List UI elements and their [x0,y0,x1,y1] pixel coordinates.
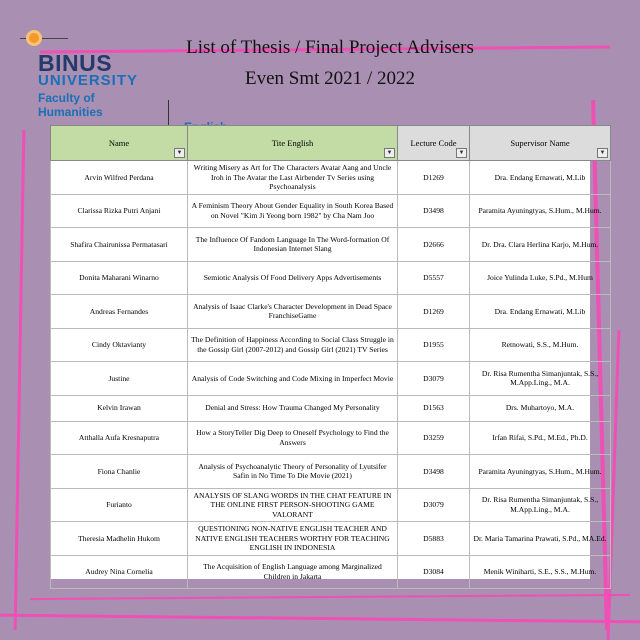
cell-lecture-code: D1955 [398,328,470,362]
cell-student-name: Clarissa Rizka Putri Anjani [51,194,188,228]
cell-lecture-code: D3084 [398,555,470,589]
table-row [51,295,611,329]
cell-lecture-code: D5883 [398,522,470,556]
cell-supervisor-name: Menik Winiharti, S.E., S.S., M.Hum. [470,555,611,589]
logo-faculty-line2: Humanities [38,105,103,119]
filter-dropdown-icon[interactable]: ▼ [384,148,395,158]
header-label: Tite English [271,138,314,148]
cell-supervisor-name: Dr. Dra. Clara Herlina Karjo, M.Hum. [470,228,611,262]
cell-supervisor-name: Irfan Rifai, S.Pd., M.Ed., Ph.D. [470,421,611,455]
cell-supervisor-name: Drs. Muhartoyo, M.A. [470,395,611,421]
cell-student-name: Audrey Nina Cornelia [51,555,188,589]
cell-student-name: Shafira Chairunissa Permatasari [51,228,188,262]
header-lecture-code [398,126,470,161]
page-subtitle: Even Smt 2021 / 2022 [245,68,415,89]
cell-thesis-title: The Influence Of Fandom Language In The Word-formation Of Indonesian Internet Slang [188,228,398,262]
cell-thesis-title: Analysis of Code Switching and Code Mixing in Imperfect Movie [188,362,398,396]
cell-lecture-code: D3079 [398,488,470,522]
advisers-sheet [50,125,607,581]
cell-lecture-code: D1269 [398,161,470,195]
cell-lecture-code: D3259 [398,421,470,455]
table-row [51,228,611,262]
logo-brand: BINUS [38,50,113,76]
table-row [51,555,611,589]
table-row [51,488,611,522]
filter-dropdown-icon[interactable]: ▼ [174,148,185,158]
filter-dropdown-icon[interactable]: ▼ [456,148,467,158]
cell-student-name: Justine [51,362,188,396]
cell-student-name: Cindy Oktavianty [51,328,188,362]
cell-thesis-title: ANALYSIS OF SLANG WORDS IN THE CHAT FEATURE IN THE ONLINE FIRST PERSON-SHOOTING GAME VALORANT [188,488,398,522]
cell-lecture-code: D1269 [398,295,470,329]
table-row [51,421,611,455]
header-title [188,126,398,161]
logo-university: UNIVERSITY [38,72,139,89]
cell-thesis-title: The Acquisition of English Language among Marginalized Children in Jakarta [188,555,398,589]
advisers-table [50,125,611,589]
cell-lecture-code: D3498 [398,194,470,228]
frame-line-left [14,130,26,630]
cell-supervisor-name: Paramita Ayuningtyas, S.Hum., M.Hum. [470,194,611,228]
cell-lecture-code: D2666 [398,228,470,262]
cell-student-name: Kelvin Irawan [51,395,188,421]
orb-icon [26,30,42,46]
table-row [51,395,611,421]
cell-supervisor-name: Dr. Risa Rumentha Simanjuntak, S.S., M.App.Ling., M.A. [470,488,611,522]
cell-supervisor-name: Retnowati, S.S., M.Hum. [470,328,611,362]
header-label: Name [108,138,130,148]
table-row [51,522,611,556]
logo-faculty [38,91,103,119]
cell-student-name: Donita Maharani Winarno [51,261,188,295]
cell-thesis-title: The Definition of Happiness According to Social Class Struggle in the Gossip Girl (2007-2012) and Gossip Girl (2021) TV Series [188,328,398,362]
cell-supervisor-name: Dr. Maria Tamarina Prawati, S.Pd., MA.Ed. [470,522,611,556]
header-label: Lecture Code [410,138,457,148]
page-title: List of Thesis / Final Project Advisers [186,37,474,58]
cell-student-name: Theresia Madhelin Hukom [51,522,188,556]
frame-line-bottom [0,614,640,624]
cell-thesis-title: QUESTIONING NON-NATIVE ENGLISH TEACHER AND NATIVE ENGLISH TEACHERS WORTHY FOR TEACHING ENGLISH IN INDONESIA [188,522,398,556]
cell-thesis-title: Writing Misery as Art for The Characters Avatar Aang and Uncle Iroh in The Avatar the Last Airbender Tv Series using Psychoanalysis [188,161,398,195]
logo-divider [168,100,169,128]
table-header-row [51,126,611,161]
header-label: Supervisor Name [510,138,570,148]
table-row [51,328,611,362]
cell-supervisor-name: Dra. Endang Ernawati, M.Lib [470,295,611,329]
table-row [51,261,611,295]
cell-thesis-title: Analysis of Psychoanalytic Theory of Personality of Lyutsifer Safin in No Time To Die Movie (2021) [188,455,398,489]
cell-lecture-code: D3498 [398,455,470,489]
header-name [51,126,188,161]
cell-thesis-title: How a StoryTeller Dig Deep to Oneself Psychology to Find the Answers [188,421,398,455]
cell-lecture-code: D3079 [398,362,470,396]
cell-supervisor-name: Joice Yulinda Luke, S.Pd., M.Hum [470,261,611,295]
table-body [51,161,611,589]
cell-student-name: Arvin Wilfred Perdana [51,161,188,195]
cell-supervisor-name: Dra. Endang Ernawati, M.Lib [470,161,611,195]
table-row [51,194,611,228]
cell-student-name: Furianto [51,488,188,522]
cell-thesis-title: Denial and Stress: How Trauma Changed My Personality [188,395,398,421]
table-row [51,455,611,489]
cell-thesis-title: A Feminism Theory About Gender Equality in South Korea Based on Novel "Kim Ji Yeong born 1982" by Cha Nam Joo [188,194,398,228]
cell-supervisor-name: Paramita Ayuningtyas, S.Hum., M.Hum. [470,455,611,489]
cell-thesis-title: Semiotic Analysis Of Food Delivery Apps Advertisements [188,261,398,295]
table-row [51,362,611,396]
filter-dropdown-icon[interactable]: ▼ [597,148,608,158]
cell-lecture-code: D1563 [398,395,470,421]
table-row [51,161,611,195]
cell-student-name: Andreas Fernandes [51,295,188,329]
cell-thesis-title: Analysis of Isaac Clarke's Character Development in Dead Space FranchiseGame [188,295,398,329]
cell-supervisor-name: Dr. Risa Rumentha Simanjuntak, S.S., M.App.Ling., M.A. [470,362,611,396]
header-supervisor [470,126,611,161]
frame-line-bottom-2 [30,594,630,600]
cell-student-name: Atthalla Aufa Kresnaputra [51,421,188,455]
cell-student-name: Fiona Chanlie [51,455,188,489]
logo-faculty-line1: Faculty of [38,91,95,105]
cell-lecture-code: D5557 [398,261,470,295]
